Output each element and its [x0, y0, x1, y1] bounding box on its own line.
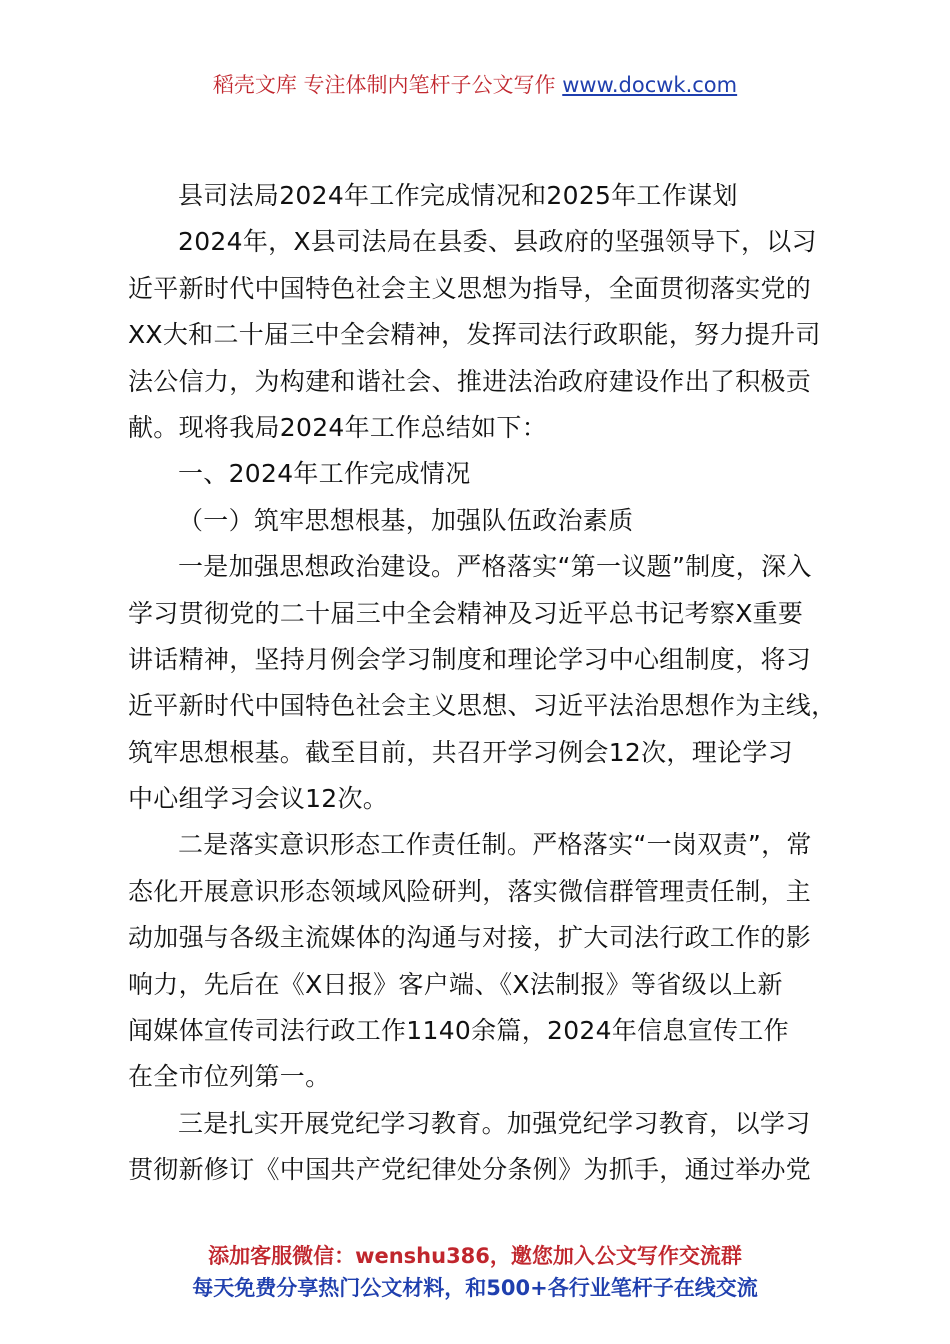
section-heading: 一、2024年工作完成情况: [178, 459, 471, 489]
document-title: 县司法局2024年工作完成情况和2025年工作谋划: [178, 181, 738, 210]
document-body: [128, 176, 843, 1197]
paragraph-line: 三是扎实开展党纪学习教育。加强党纪学习教育，以学习: [178, 1108, 811, 1138]
page-header: [0, 70, 950, 100]
paragraph-line: 响力，先后在《X日报》客户端、《X法制报》等省级以上新: [128, 969, 783, 999]
website-link[interactable]: www.docwk.com: [562, 73, 738, 97]
paragraph-line: 一是加强思想政治建设。严格落实“第一议题”制度，深入: [178, 552, 812, 582]
brand-text: 稻壳文库 专注体制内笔杆子公文写作: [212, 73, 556, 97]
paragraph-line: 讲话精神，坚持月例会学习制度和理论学习中心组制度，将习: [128, 644, 812, 674]
footer-share-line: 每天免费分享热门公文材料，和500+各行业笔杆子在线交流: [192, 1276, 758, 1300]
paragraph-line: 近平新时代中国特色社会主义思想、习近平法治思想作为主线，: [128, 691, 837, 721]
paragraph-line: 献。现将我局2024年工作总结如下：: [128, 412, 548, 442]
paragraph-line: 态化开展意识形态领域风险研判，落实微信群管理责任制，主: [128, 876, 812, 906]
paragraph-line: 法公信力，为构建和谐社会、推进法治政府建设作出了积极贡: [128, 366, 812, 396]
paragraph-line: 中心组学习会议12次。: [128, 784, 389, 814]
page-footer: [0, 1240, 950, 1304]
paragraph-line: 近平新时代中国特色社会主义思想为指导，全面贯彻落实党的: [128, 273, 812, 303]
footer-wechat-line: 添加客服微信：wenshu386，邀您加入公文写作交流群: [208, 1244, 742, 1268]
paragraph-line: XX大和二十届三中全会精神，发挥司法行政职能，努力提升司: [128, 320, 821, 350]
paragraph-line: 在全市位列第一。: [128, 1062, 331, 1092]
subsection-heading: （一）筑牢思想根基，加强队伍政治素质: [178, 505, 634, 535]
paragraph-line: 贯彻新修订《中国共产党纪律处分条例》为抓手，通过举办党: [128, 1155, 812, 1185]
paragraph-line: 2024年，X县司法局在县委、县政府的坚强领导下，以习: [178, 227, 817, 257]
paragraph-line: 学习贯彻党的二十届三中全会精神及习近平总书记考察X重要: [128, 598, 804, 628]
paragraph-line: 筑牢思想根基。截至目前，共召开学习例会12次，理论学习: [128, 737, 793, 767]
paragraph-line: 闻媒体宣传司法行政工作1140余篇，2024年信息宣传工作: [128, 1016, 789, 1046]
paragraph-line: 二是落实意识形态工作责任制。严格落实“一岗双责”，常: [178, 830, 812, 860]
paragraph-line: 动加强与各级主流媒体的沟通与对接，扩大司法行政工作的影: [128, 923, 812, 953]
